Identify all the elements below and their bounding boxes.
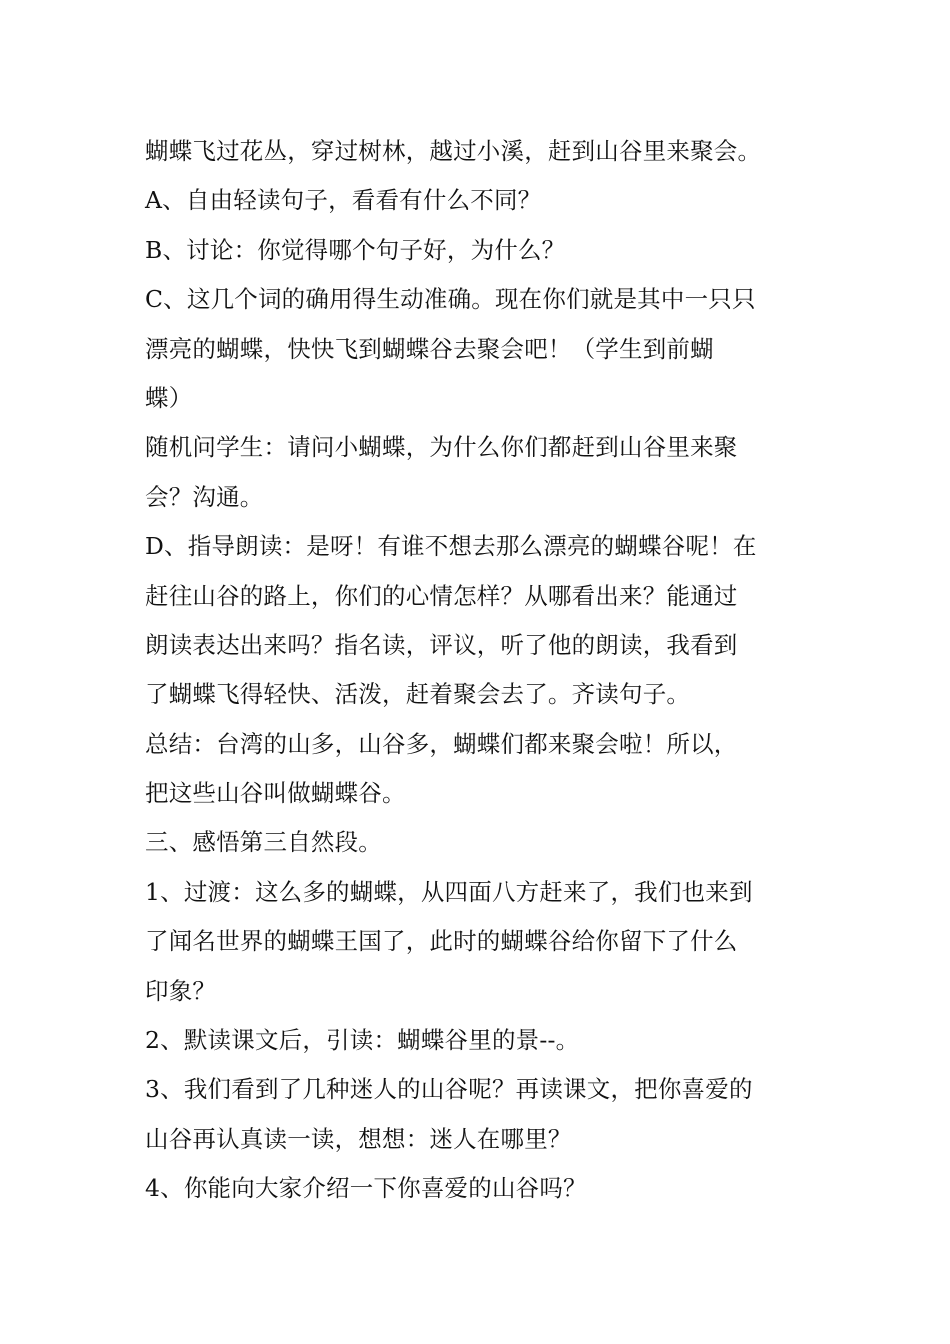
text-line: 1、过渡：这么多的蝴蝶，从四面八方赶来了，我们也来到 (145, 877, 753, 906)
text-line: 4、你能向大家介绍一下你喜爱的山谷吗？ (145, 1174, 587, 1203)
text-line: 漂亮的蝴蝶，快快飞到蝴蝶谷去聚会吧！（学生到前蝴 (145, 334, 714, 363)
text-line: 了闻名世界的蝴蝶王国了，此时的蝴蝶谷给你留下了什么 (145, 927, 738, 956)
text-line: 3、我们看到了几种迷人的山谷呢？再读课文，把你喜爱的 (145, 1075, 753, 1104)
text-line: 印象？ (145, 976, 217, 1005)
text-line: 山谷再认真读一读，想想：迷人在哪里？ (145, 1124, 572, 1153)
text-line: 把这些山谷叫做蝴蝶谷。 (145, 779, 406, 808)
text-line: 随机问学生：请问小蝴蝶，为什么你们都赶到山谷里来聚 (145, 433, 738, 462)
section-heading: 三、感悟第三自然段。 (145, 828, 382, 857)
text-line: 会？沟通。 (145, 482, 264, 511)
text-line: C、这几个词的确用得生动准确。现在你们就是其中一只只 (145, 285, 756, 314)
text-line: 2、默读课文后，引读：蝴蝶谷里的景--。 (145, 1026, 580, 1055)
text-line: 朗读表达出来吗？指名读，评议，听了他的朗读，我看到 (145, 630, 738, 659)
text-line: B、讨论：你觉得哪个句子好，为什么？ (145, 235, 566, 264)
text-line: 蝶） (145, 383, 193, 412)
text-line: A、自由轻读句子，看看有什么不同？ (145, 186, 542, 215)
document-body (145, 127, 810, 1214)
text-line: 了蝴蝶飞得轻快、活泼，赶着聚会去了。齐读句子。 (145, 680, 691, 709)
text-line: D、指导朗读：是呀！有谁不想去那么漂亮的蝴蝶谷呢！在 (145, 532, 757, 561)
text-line: 赶往山谷的路上，你们的心情怎样？从哪看出来？能通过 (145, 581, 738, 610)
text-line: 蝴蝶飞过花丛，穿过树林，越过小溪，赶到山谷里来聚会。 (145, 137, 762, 165)
text-line: 总结：台湾的山多，山谷多，蝴蝶们都来聚会啦！所以， (145, 729, 738, 758)
